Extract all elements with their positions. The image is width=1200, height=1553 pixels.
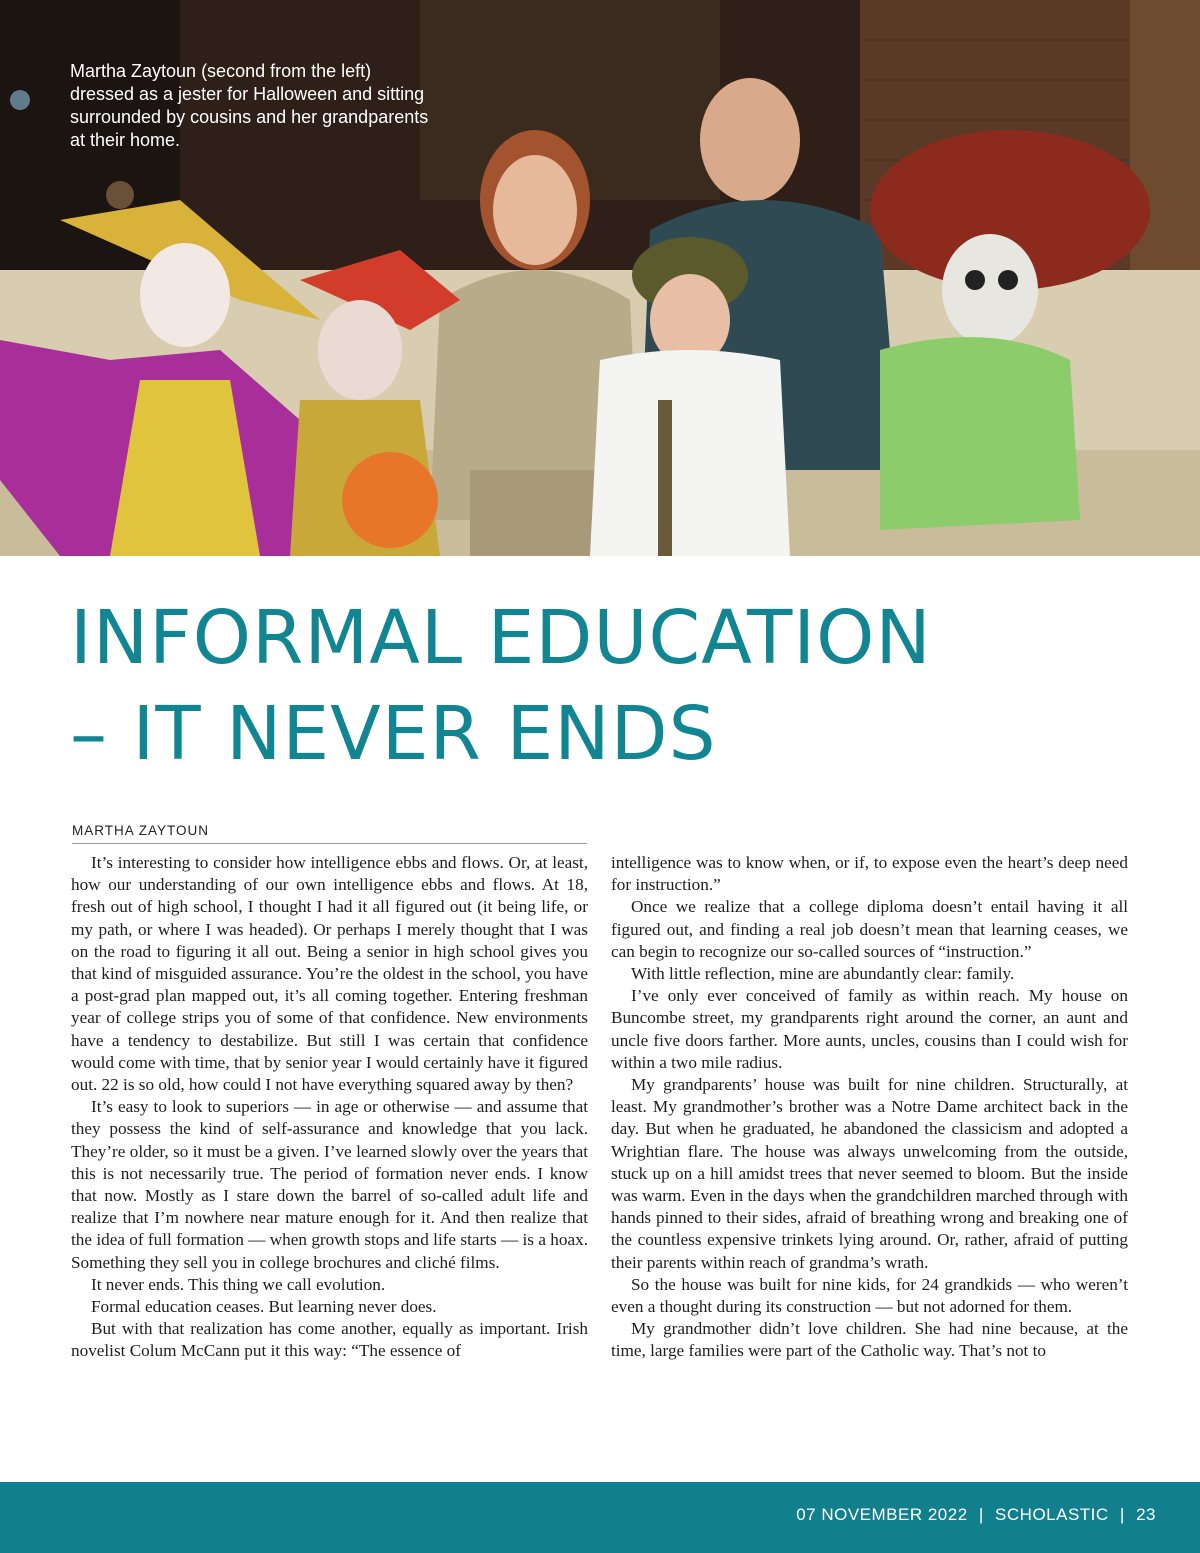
paragraph: So the house was built for nine kids, for 24 grandkids — who weren’t even a thought during its construction — but not adorned for them. <box>611 1274 1128 1317</box>
page-number: 23 <box>1136 1505 1156 1524</box>
paragraph-continued: intelligence was to know when, or if, to expose even the heart’s deep need for instruction.” <box>611 853 1128 895</box>
body-column-left <box>71 852 588 1363</box>
issue-date: 07 NOVEMBER 2022 <box>796 1505 968 1524</box>
separator: | <box>978 1505 984 1524</box>
publication-name: SCHOLASTIC <box>995 1505 1109 1524</box>
paragraph: It never ends. This thing we call evolution. <box>91 1274 386 1294</box>
headline-line-1: INFORMAL EDUCATION <box>70 595 932 681</box>
separator: | <box>1119 1505 1125 1524</box>
photo-caption: Martha Zaytoun (second from the left) dressed as a jester for Halloween and sitting surrounded by cousins and her grandparents at their home. <box>70 61 429 150</box>
author-byline: MARTHA ZAYTOUN <box>72 823 587 844</box>
paragraph: But with that realization has come another, equally as important. Irish novelist Colum McCann put it this way: “The essence of <box>71 1319 588 1361</box>
headline-line-2: – IT NEVER ENDS <box>70 691 717 777</box>
page-footer <box>0 1482 1200 1553</box>
paragraph: With little reflection, mine are abundantly clear: family. <box>631 964 1015 984</box>
family-photo <box>0 0 1200 556</box>
paragraph: My grandparents’ house was built for nine children. Structurally, at least. My grandmother’s brother was a Notre Dame architect back in the day. But when he graduated, he abandoned the classicism and adopted a Wrightian flare. The house was always unwelcoming from the outside, stuck up on a hill amidst trees that never seemed to bloom. But the inside was warm. Even in the days when the grandchildren marched through with hands pinned to their sides, afraid of breathing wrong and breaking one of the countless expensive trinkets lying around. Or, rather, afraid of putting their parents within reach of grandma’s wrath. <box>611 1075 1128 1272</box>
paragraph: Formal education ceases. But learning never does. <box>91 1297 437 1317</box>
article-headline <box>70 590 1140 782</box>
paragraph: I’ve only ever conceived of family as within reach. My house on Buncombe street, my grandparents right around the corner, an aunt and uncle five doors farther. More aunts, uncles, cousins than I could wish for within a two mile radius. <box>611 986 1128 1072</box>
paragraph: My grandmother didn’t love children. She had nine because, at the time, large families were part of the Catholic way. That’s not to <box>611 1319 1128 1361</box>
paragraph: It’s easy to look to superiors — in age or otherwise — and assume that they possess the kind of self-assurance and knowledge that you lack. They’re older, so it must be a given. I’ve learned slowly over the years that this is not necessarily true. The period of formation never ends. I know that now. Mostly as I stare down the barrel of so-called adult life and realize that I’m nowhere near mature enough for it. And then realize that the idea of full formation — when growth stops and life starts — is a hoax. Something they sell you in college brochures and cliché films. <box>71 1097 588 1272</box>
footer-info <box>796 1505 1156 1525</box>
paragraph: It’s interesting to consider how intelligence ebbs and flows. Or, at least, how our understanding of our own intelligence ebbs and flows. At 18, fresh out of high school, I thought I had it all figured out (it being life, or my path, or where I was headed). Or perhaps I merely thought that I was on the road to figuring it all out. Being a senior in high school gives you that kind of misguided assurance. You’re the oldest in the school, you have a post-grad plan mapped out, it’s all coming together. Entering freshman year of college strips you of some of that confidence. New environments have a tendency to destabilize. But still I was certain that confidence would come with time, that by senior year I would certainly have it figured out. 22 is so old, how could I not have everything squared away by then? <box>71 853 588 1095</box>
body-column-right <box>611 852 1128 1363</box>
paragraph: Once we realize that a college diploma doesn’t entail having it all figured out, and finding a real job doesn’t mean that learning ceases, we can begin to recognize our so-called sources of “instruction.” <box>611 897 1128 961</box>
